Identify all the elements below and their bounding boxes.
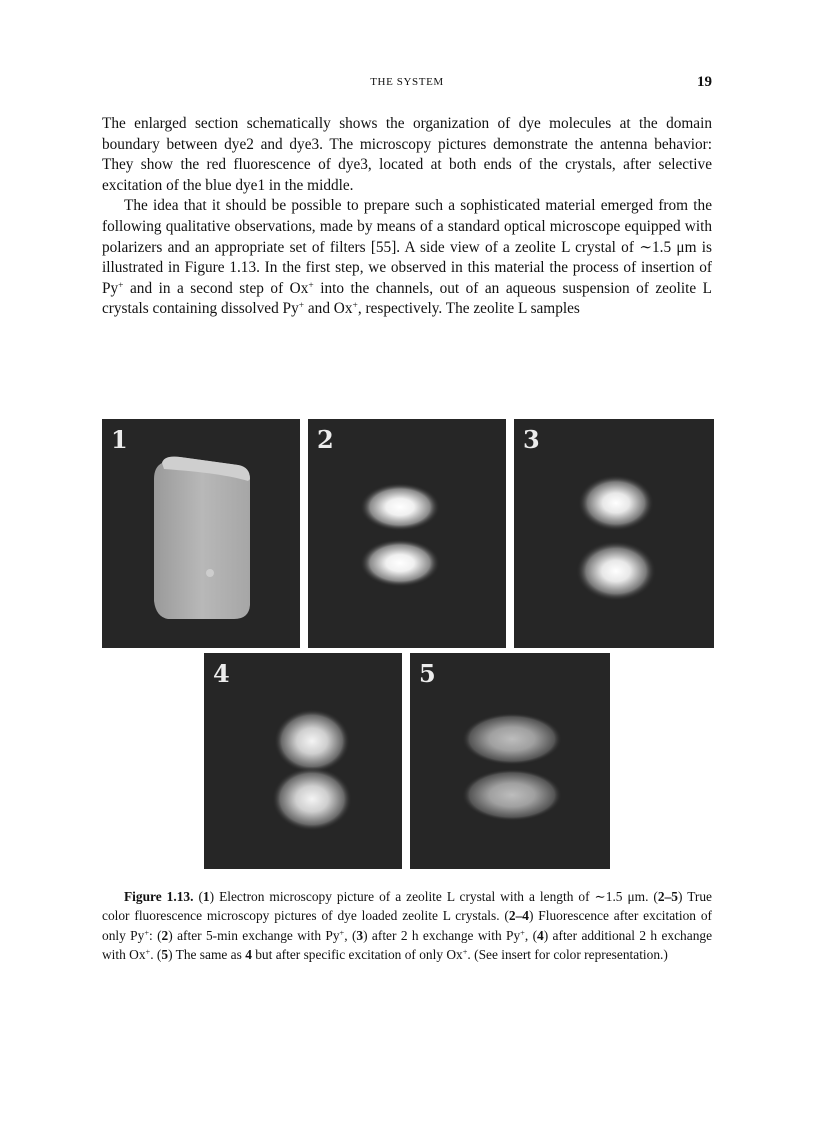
caption-panel-ref: 2: [161, 927, 169, 943]
caption-fragment: (: [193, 889, 203, 904]
caption-panel-ref: 2–5: [657, 889, 678, 904]
superscript-plus: +: [339, 928, 345, 938]
paragraph-2-part-c: into the channels, out of an aqueous suspension of zeolite L crystals containing dissolved Py: [102, 279, 712, 318]
figure-panel-5: [410, 653, 610, 869]
superscript-plus: +: [144, 928, 149, 938]
running-title: THE SYSTEM: [370, 76, 444, 88]
caption-fragment: ) The same as: [168, 947, 246, 963]
paragraph-1: The enlarged section schematically shows the organization of dye molecules at the domain boundary between dye2 and dye3. The microscopy pictures demonstrate the antenna behavior: They show the red fluorescence of dye3, located at both ends of the crystals, after selective excitation of the blue dye1 in the middle.: [102, 115, 712, 194]
page-number: 19: [697, 74, 712, 90]
figure-caption: [102, 887, 712, 965]
superscript-plus: +: [298, 301, 305, 312]
superscript-plus: +: [118, 280, 124, 291]
caption-fragment: ) after 2 h exchange with Py: [363, 927, 521, 943]
paragraph-2-part-a: The idea that it should be possible to prepare such a sophisticated material emerged from the following qualitative observations, made by means of a standard optical microscope equipped with polarizers and an appropriate set of filters [55]. A side view of a zeolite L crystal of ∼1.5 μm is illustrated in Figure 1.13. In the first step, we observed in this material the process of insertion of Py: [102, 197, 712, 297]
panel-label-4: 4: [213, 659, 230, 688]
caption-fragment: ) after additional 2 h exchange with Ox: [102, 927, 713, 963]
panel-label-1: 1: [111, 425, 128, 454]
superscript-plus: +: [308, 280, 314, 291]
figure-panel-4: [204, 653, 402, 869]
figure-panel-3: [514, 419, 714, 648]
caption-panel-ref: 5: [161, 947, 169, 963]
caption-fragment: . (: [150, 947, 162, 963]
paragraph-2-part-b: and in a second step of Ox: [123, 279, 309, 297]
figure-panel-2: [308, 419, 506, 648]
panel-label-2: 2: [317, 425, 334, 454]
caption-panel-ref: 2–4: [508, 908, 529, 924]
panel-label-3: 3: [523, 425, 540, 454]
fluorescence-image: [410, 653, 610, 869]
fluorescence-image: [204, 653, 402, 869]
caption-fragment: : (: [149, 927, 162, 943]
body-text: [102, 114, 712, 320]
caption-fragment: ) after 5-min exchange with Py: [168, 927, 340, 943]
paragraph-2-part-d: and Ox: [304, 300, 353, 318]
fluorescence-image: [308, 419, 506, 648]
caption-fragment: ) True color fluorescence microscopy pictures of dye loaded zeolite L crystals. (: [102, 889, 713, 924]
superscript-plus: +: [462, 947, 468, 957]
caption-panel-ref: 3: [356, 927, 364, 943]
panel-label-5: 5: [419, 659, 436, 688]
crystal-image: [102, 419, 300, 648]
caption-panel-ref: 4: [537, 927, 544, 943]
figure-panel-1: [102, 419, 300, 648]
caption-fragment: ) Fluorescence after excitation of only Py: [102, 908, 712, 943]
paragraph-2-part-e: , respectively. The zeolite L samples: [357, 300, 580, 318]
caption-fragment: , (: [344, 927, 357, 943]
caption-fragment: . (See insert for color representation.): [467, 947, 668, 963]
superscript-plus: +: [352, 301, 358, 312]
caption-panel-ref: 4: [245, 947, 252, 963]
caption-label: Figure 1.13.: [124, 889, 194, 904]
caption-fragment: , (: [524, 927, 538, 943]
caption-text: [102, 887, 712, 965]
running-head: [102, 74, 712, 94]
superscript-plus: +: [520, 928, 525, 938]
paragraph-2: [102, 196, 712, 320]
fluorescence-image: [514, 419, 714, 648]
caption-fragment: but after specific excitation of only Ox: [251, 947, 463, 963]
superscript-plus: +: [145, 947, 151, 957]
caption-panel-ref: 1: [202, 889, 210, 904]
caption-fragment: ) Electron microscopy picture of a zeolite L crystal with a length of ∼1.5 μm. (: [209, 889, 658, 904]
